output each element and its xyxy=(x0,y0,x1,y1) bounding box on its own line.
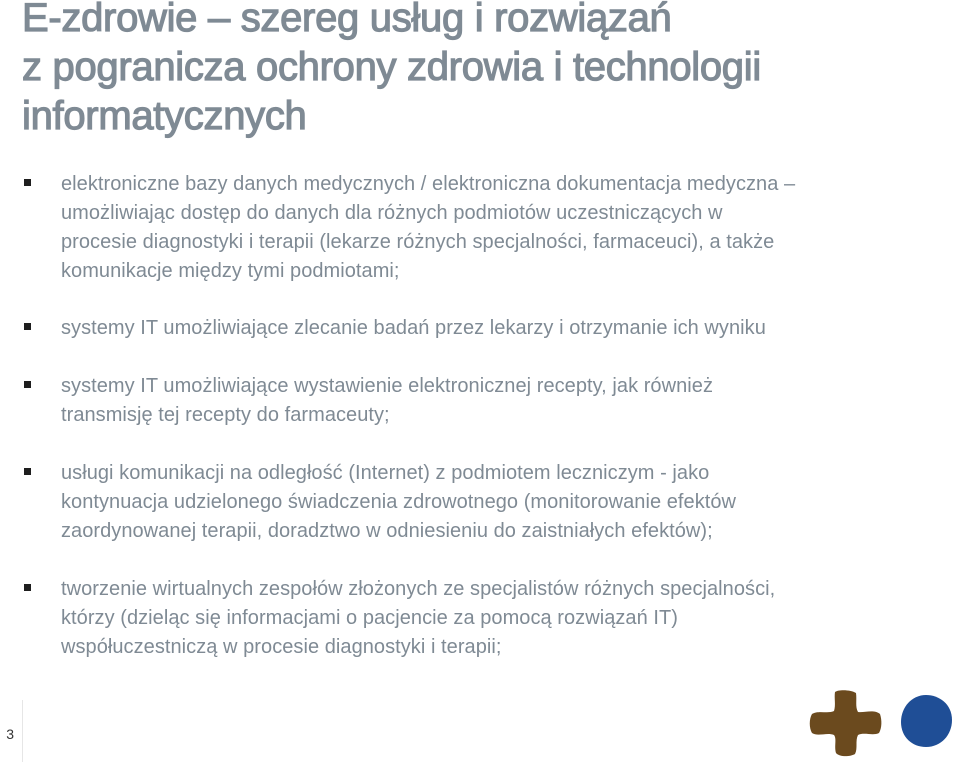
bullet-line: którzy (dzieląc się informacjami o pacjencie za pomocą rozwiązań IT) xyxy=(61,607,678,629)
bullet-line: usługi komunikacji na odległość (Internet) z podmiotem leczniczym - jako xyxy=(61,462,710,484)
bullet-line: komunikacje między tymi podmiotami; xyxy=(61,260,400,282)
slide-title-line: z pogranicza ochrony zdrowia i technologii xyxy=(22,45,761,89)
square-bullet-icon xyxy=(24,584,31,591)
bullet-text xyxy=(61,170,934,286)
bullet-line: umożliwiając dostęp do danych dla różnych podmiotów uczestniczących w xyxy=(61,202,723,224)
page-number: 3 xyxy=(6,726,14,742)
slide-title-line: E-zdrowie – szereg usług i rozwiązań xyxy=(22,0,672,40)
bullet-item xyxy=(24,314,934,343)
bullet-item xyxy=(24,575,934,662)
bullet-line: systemy IT umożliwiające wystawienie elektronicznej recepty, jak również xyxy=(61,375,713,397)
bullet-text xyxy=(61,575,934,662)
bullet-line: elektroniczne bazy danych medycznych / elektroniczna dokumentacja medyczna – xyxy=(61,173,796,195)
page-number-divider xyxy=(22,700,23,762)
cross-logo-icon xyxy=(808,688,884,758)
bullet-line: współuczestniczą w procesie diagnostyki i terapii; xyxy=(61,636,502,658)
square-bullet-icon xyxy=(24,381,31,388)
square-bullet-icon xyxy=(24,323,31,330)
bullet-line: procesie diagnostyki i terapii (lekarze różnych specjalności, farmaceuci), a także xyxy=(61,231,775,253)
bullet-text xyxy=(61,459,934,546)
bullet-text xyxy=(61,314,934,343)
bullet-text xyxy=(61,372,934,430)
square-bullet-icon xyxy=(24,468,31,475)
slide-title-line: informatycznych xyxy=(22,94,307,138)
square-bullet-icon xyxy=(24,179,31,186)
bullet-line: transmisję tej recepty do farmaceuty; xyxy=(61,404,390,426)
bullet-line: tworzenie wirtualnych zespołów złożonych ze specjalistów różnych specjalności, xyxy=(61,578,776,600)
bullet-line: zaordynowanej terapii, doradztwo w odniesieniu do zaistniałych efektów); xyxy=(61,520,713,542)
bullet-line: systemy IT umożliwiające zlecanie badań przez lekarzy i otrzymanie ich wyniku xyxy=(61,317,766,339)
slide-title xyxy=(22,0,942,141)
circle-logo-icon xyxy=(898,693,954,749)
bullet-item xyxy=(24,372,934,430)
bullet-item xyxy=(24,459,934,546)
bullet-line: kontynuacja udzielonego świadczenia zdrowotnego (monitorowanie efektów xyxy=(61,491,737,513)
bullet-item xyxy=(24,170,934,286)
